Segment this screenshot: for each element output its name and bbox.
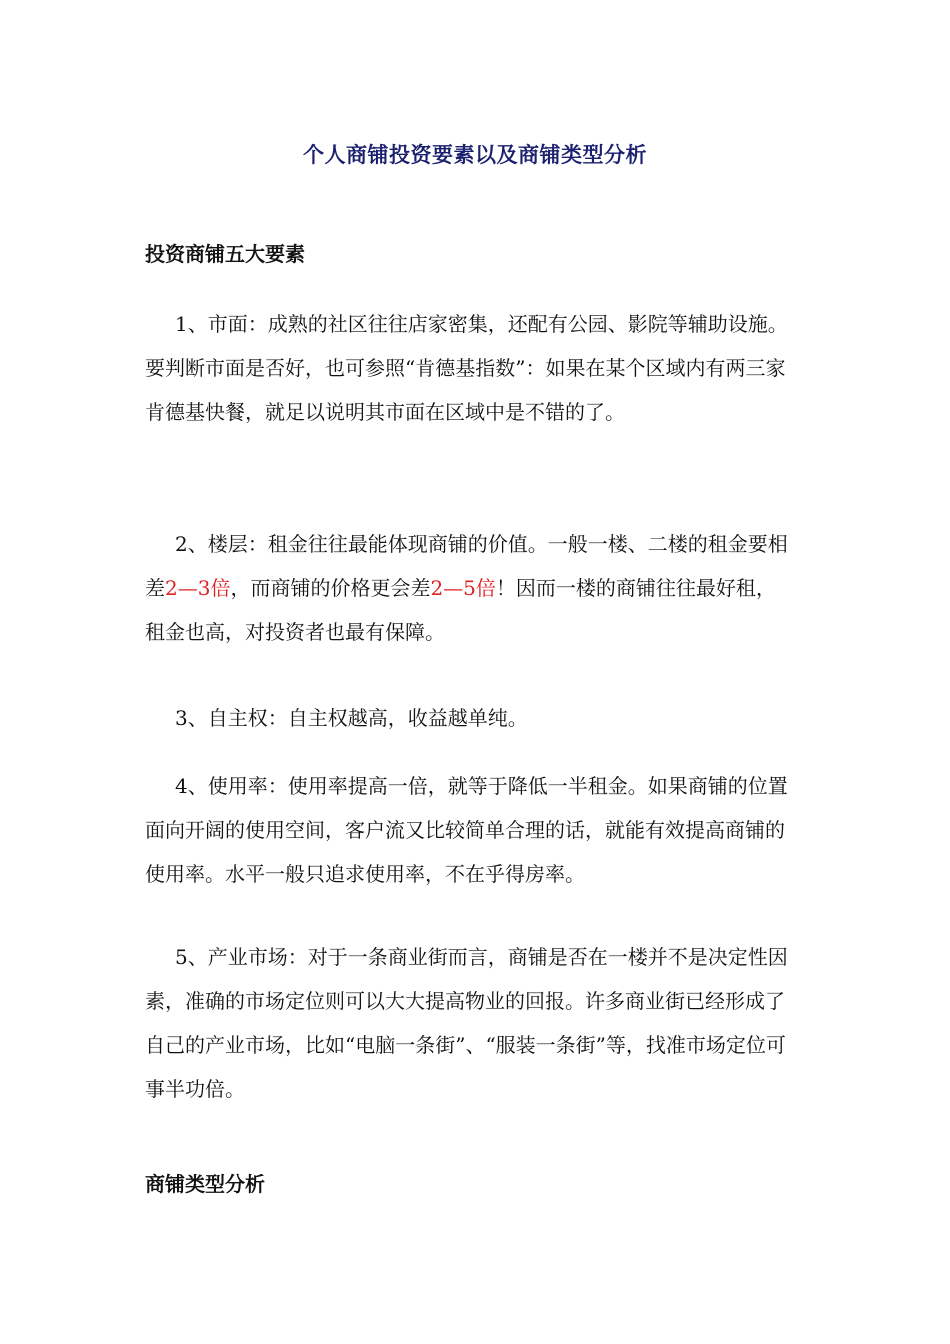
highlight-floor-rent-ratio: 2—3倍 bbox=[165, 576, 231, 600]
paragraph-item-3: 3、自主权：自主权越高，收益越单纯。 bbox=[175, 706, 528, 730]
paragraph-item-2-text-b: ，而商铺的价格更会差 bbox=[230, 576, 431, 600]
section-heading-shop-types: 商铺类型分析 bbox=[145, 1172, 265, 1196]
paragraph-item-2 bbox=[145, 522, 795, 654]
highlight-floor-price-ratio: 2—5倍 bbox=[430, 576, 496, 600]
document-title: 个人商铺投资要素以及商铺类型分析 bbox=[303, 142, 647, 167]
paragraph-item-4: 4、使用率：使用率提高一倍，就等于降低一半租金。如果商铺的位置面向开阔的使用空间，客户流又比较简单合理的话，就能有效提高商铺的使用率。水平一般只追求使用率，不在乎得房率。 bbox=[145, 774, 788, 886]
paragraph-item-5: 5、产业市场：对于一条商业街而言，商铺是否在一楼并不是决定性因素，准确的市场定位则可以大大提高物业的回报。许多商业街已经形成了自己的产业市场，比如“电脑一条街”、“服装一条街”等，找准市场定位可事半功倍。 bbox=[145, 945, 788, 1101]
paragraph-item-1: 1、市面：成熟的社区往往店家密集，还配有公园、影院等辅助设施。要判断市面是否好，也可参照“肯德基指数”：如果在某个区域内有两三家肯德基快餐，就足以说明其市面在区域中是不错的了。 bbox=[145, 312, 788, 424]
section-heading-five-factors: 投资商铺五大要素 bbox=[145, 242, 305, 266]
paragraph-item-2-text-a: 2、楼层：租金往往最能体现商铺的价值。一般一楼、二楼的租金要相差 bbox=[145, 532, 788, 600]
paragraph-item-2-text-c: ！因而一楼的商铺往往最好租，租金也高，对投资者也最有保障。 bbox=[145, 576, 776, 644]
